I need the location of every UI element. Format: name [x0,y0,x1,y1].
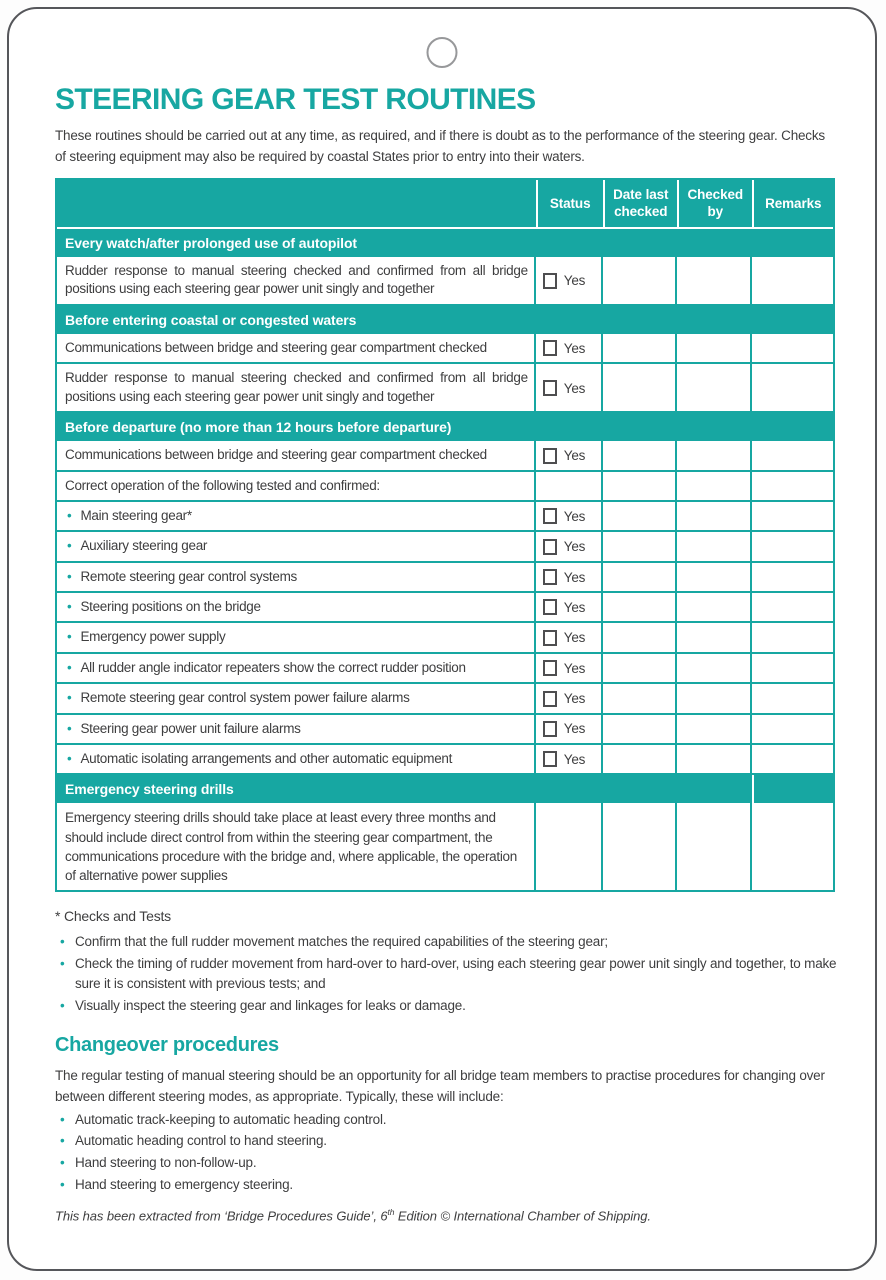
status-cell [536,334,603,364]
item-description-text: Correct operation of the following tested and confirmed: [65,477,380,493]
section-row [57,413,833,441]
list-item-text: Confirm that the full rudder movement matches the required capabilities of the steering gear; [75,934,608,950]
section-row [57,306,833,334]
checklist-row [57,563,833,593]
section-header-label: Emergency steering drills [57,775,752,803]
section-header-label: Before entering coastal or congested waters [57,306,833,334]
item-description-text: Communications between bridge and steering gear compartment checked [65,340,487,356]
list-item [55,1153,837,1174]
item-description-text: Automatic isolating arrangements and other automatic equipment [80,750,453,766]
item-description-cell [57,364,536,413]
status-cell [536,472,603,502]
remarks-cell [752,593,834,623]
remarks-cell [752,715,834,745]
checked-by-cell [677,257,751,306]
checked-by-cell [677,502,751,532]
status-cell [536,654,603,684]
checklist-row [57,334,833,364]
remarks-cell [752,441,834,471]
bullet-icon: • [60,1155,65,1170]
item-description-cell [57,684,536,714]
checklist-row [57,441,833,471]
section-header-label: Before departure (no more than 12 hours before departure) [57,413,833,441]
checkbox-label: Yes [563,448,586,464]
checked-by-cell [677,803,751,890]
list-item-text: Check the timing of rudder movement from hard-over to hard-over, using each steering gear power unit singly and together, to make sure it is consistent with previous tests; and [75,955,837,992]
item-description-cell [57,563,536,593]
col-header-date-last-checked: Date last checked [603,180,677,229]
checklist-row [57,502,833,532]
date-last-checked-cell [603,532,677,562]
checked-by-cell [677,593,751,623]
checked-by-cell [677,472,751,502]
col-header-status: Status [536,180,603,229]
remarks-cell [752,364,834,413]
notes-title: * Checks and Tests [55,908,171,925]
item-description-text: Emergency steering drills should take place at least every three months and should include direct control from within the steering gear compartment, the communications procedure with the bridge and, where applicable, the operation of alternative power supplies [65,810,517,883]
checkbox-label: Yes [563,569,586,585]
checkbox-label: Yes [563,380,586,396]
item-description-cell [57,257,536,306]
status-checkbox[interactable] [543,448,557,464]
item-description-cell [57,502,536,532]
checked-by-cell [677,441,751,471]
punch-hole [427,37,458,68]
remarks-cell [752,684,834,714]
bullet-icon: • [60,997,65,1013]
checklist-row [57,364,833,413]
status-cell [536,532,603,562]
bullet-icon: • [67,508,72,524]
status-cell [536,684,603,714]
bullet-icon: • [60,955,65,971]
item-description-cell [57,334,536,364]
status-cell [536,441,603,471]
table-header-row [57,180,833,229]
checklist-row [57,803,833,890]
changeover-bullet-list [55,1110,837,1195]
list-item-text: Automatic heading control to hand steering. [75,1133,327,1149]
date-last-checked-cell [603,257,677,306]
status-cell [536,563,603,593]
section-row [57,229,833,257]
remarks-cell [752,532,834,562]
col-header-checked-by: Checked by [677,180,751,229]
bullet-icon: • [60,1176,65,1192]
item-description-text: Steering positions on the bridge [80,599,261,615]
checklist-row [57,532,833,562]
checkbox-label: Yes [563,751,586,767]
checked-by-cell [677,684,751,714]
list-item [55,1131,837,1152]
bullet-icon: • [67,690,72,706]
item-description-text: Remote steering gear control system power failure alarms [80,690,410,706]
item-description-cell [57,745,536,775]
checked-by-cell [677,364,751,413]
bullet-icon: • [60,1111,65,1127]
attribution-text: This has been extracted from ‘Bridge Procedures Guide’, 6 [55,1208,388,1224]
checklist-row [57,654,833,684]
checked-by-cell [677,654,751,684]
list-item-text: Visually inspect the steering gear and linkages for leaks or damage. [75,997,466,1013]
checkbox-label: Yes [563,273,586,289]
date-last-checked-cell [603,334,677,364]
list-item [55,996,837,1017]
date-last-checked-cell [603,441,677,471]
remarks-cell [752,257,834,306]
item-description-cell [57,623,536,653]
remarks-cell [752,623,834,653]
list-item [55,1175,837,1196]
col-header-description [57,180,536,229]
attribution-text-end: Edition © International Chamber of Shipping. [394,1208,651,1224]
status-checkbox[interactable] [543,340,557,356]
checkbox-label: Yes [563,599,586,615]
bullet-icon: • [60,1133,65,1149]
status-checkbox[interactable] [543,721,557,737]
date-last-checked-cell [603,502,677,532]
item-description-cell [57,803,536,890]
date-last-checked-cell [603,364,677,413]
date-last-checked-cell [603,472,677,502]
checked-by-cell [677,532,751,562]
remarks-cell [752,803,834,890]
item-description-text: Auxiliary steering gear [80,538,208,554]
item-description-text: Rudder response to manual steering checked and confirmed from all bridge positions using each steering gear power unit singly and together [65,370,528,404]
status-cell [536,257,603,306]
list-item [55,932,837,953]
item-description-text: Steering gear power unit failure alarms [80,720,301,736]
remarks-cell [752,654,834,684]
remarks-cell [752,502,834,532]
col-header-remarks: Remarks [752,180,834,229]
status-cell [536,593,603,623]
status-cell [536,745,603,775]
changeover-paragraph: The regular testing of manual steering should be an opportunity for all bridge team members to practise procedures for changing over between different steering modes, as appropriate. Typically, these will include: [55,1068,825,1105]
intro-text: These routines should be carried out at any time, as required, and if there is doubt as to the performance of the steering gear. Checks of steering equipment may also be required by coastal States prior to entry into their waters. [55,128,825,164]
date-last-checked-cell [603,684,677,714]
status-cell [536,502,603,532]
item-description-text: Rudder response to manual steering checked and confirmed from all bridge positions using each steering gear power unit singly and together [65,263,528,297]
remarks-cell [752,745,834,775]
item-description-text: All rudder angle indicator repeaters show the correct rudder position [80,659,466,675]
checklist-card [7,7,877,1271]
status-cell [536,803,603,890]
checklist-row [57,745,833,775]
remarks-cell [752,563,834,593]
status-checkbox[interactable] [543,539,557,555]
status-checkbox[interactable] [543,380,557,396]
status-checkbox[interactable] [543,599,557,615]
item-description-cell [57,532,536,562]
status-checkbox[interactable] [543,569,557,585]
date-last-checked-cell [603,623,677,653]
checklist-row [57,684,833,714]
bullet-icon: • [67,629,72,645]
source-attribution [55,1207,835,1223]
changeover-heading: Changeover procedures [55,1034,279,1057]
section-row [57,775,833,803]
item-description-cell [57,593,536,623]
checklist-row [57,593,833,623]
checked-by-cell [677,334,751,364]
status-checkbox[interactable] [543,660,557,676]
checkbox-label: Yes [563,508,586,524]
bullet-icon: • [67,659,72,675]
checklist-row [57,715,833,745]
checked-by-cell [677,563,751,593]
item-description-text: Remote steering gear control systems [80,568,297,584]
checkbox-label: Yes [563,660,586,676]
list-item-text: Automatic track-keeping to automatic heading control. [75,1111,387,1127]
checkbox-label: Yes [563,340,586,356]
checked-by-cell [677,623,751,653]
section-header-remarks-cell [752,775,834,803]
date-last-checked-cell [603,715,677,745]
bullet-icon: • [67,720,72,736]
checklist-table [55,178,835,892]
page-title: STEERING GEAR TEST ROUTINES [55,83,536,116]
bullet-icon: • [60,934,65,950]
date-last-checked-cell [603,593,677,623]
ordinal-superscript: th [387,1207,395,1218]
status-checkbox[interactable] [543,273,557,289]
item-description-text: Communications between bridge and steering gear compartment checked [65,447,487,463]
status-cell [536,623,603,653]
item-description-cell [57,441,536,471]
item-description-cell [57,715,536,745]
date-last-checked-cell [603,563,677,593]
status-checkbox[interactable] [543,508,557,524]
item-description-cell [57,472,536,502]
status-checkbox[interactable] [543,691,557,707]
notes-bullet-list [55,932,837,1016]
bullet-icon: • [67,599,72,615]
list-item [55,954,837,995]
checked-by-cell [677,715,751,745]
list-item-text: Hand steering to emergency steering. [75,1176,293,1192]
list-item [55,1110,837,1131]
checked-by-cell [677,745,751,775]
checklist-row [57,623,833,653]
remarks-cell [752,472,834,502]
checkbox-label: Yes [563,630,586,646]
checklist-row [57,257,833,306]
date-last-checked-cell [603,803,677,890]
date-last-checked-cell [603,745,677,775]
checkbox-label: Yes [563,721,586,737]
status-cell [536,364,603,413]
date-last-checked-cell [603,654,677,684]
bullet-icon: • [67,538,72,554]
bullet-icon: • [67,568,72,584]
item-description-text: Emergency power supply [80,629,226,645]
bullet-icon: • [67,750,72,766]
status-checkbox[interactable] [543,751,557,767]
checkbox-label: Yes [563,539,586,555]
section-header-label: Every watch/after prolonged use of autopilot [57,229,833,257]
remarks-cell [752,334,834,364]
list-item-text: Hand steering to non-follow-up. [75,1155,257,1170]
checkbox-label: Yes [563,691,586,707]
item-description-cell [57,654,536,684]
status-cell [536,715,603,745]
item-description-text: Main steering gear* [80,508,192,524]
status-checkbox[interactable] [543,630,557,646]
checklist-row [57,472,833,502]
